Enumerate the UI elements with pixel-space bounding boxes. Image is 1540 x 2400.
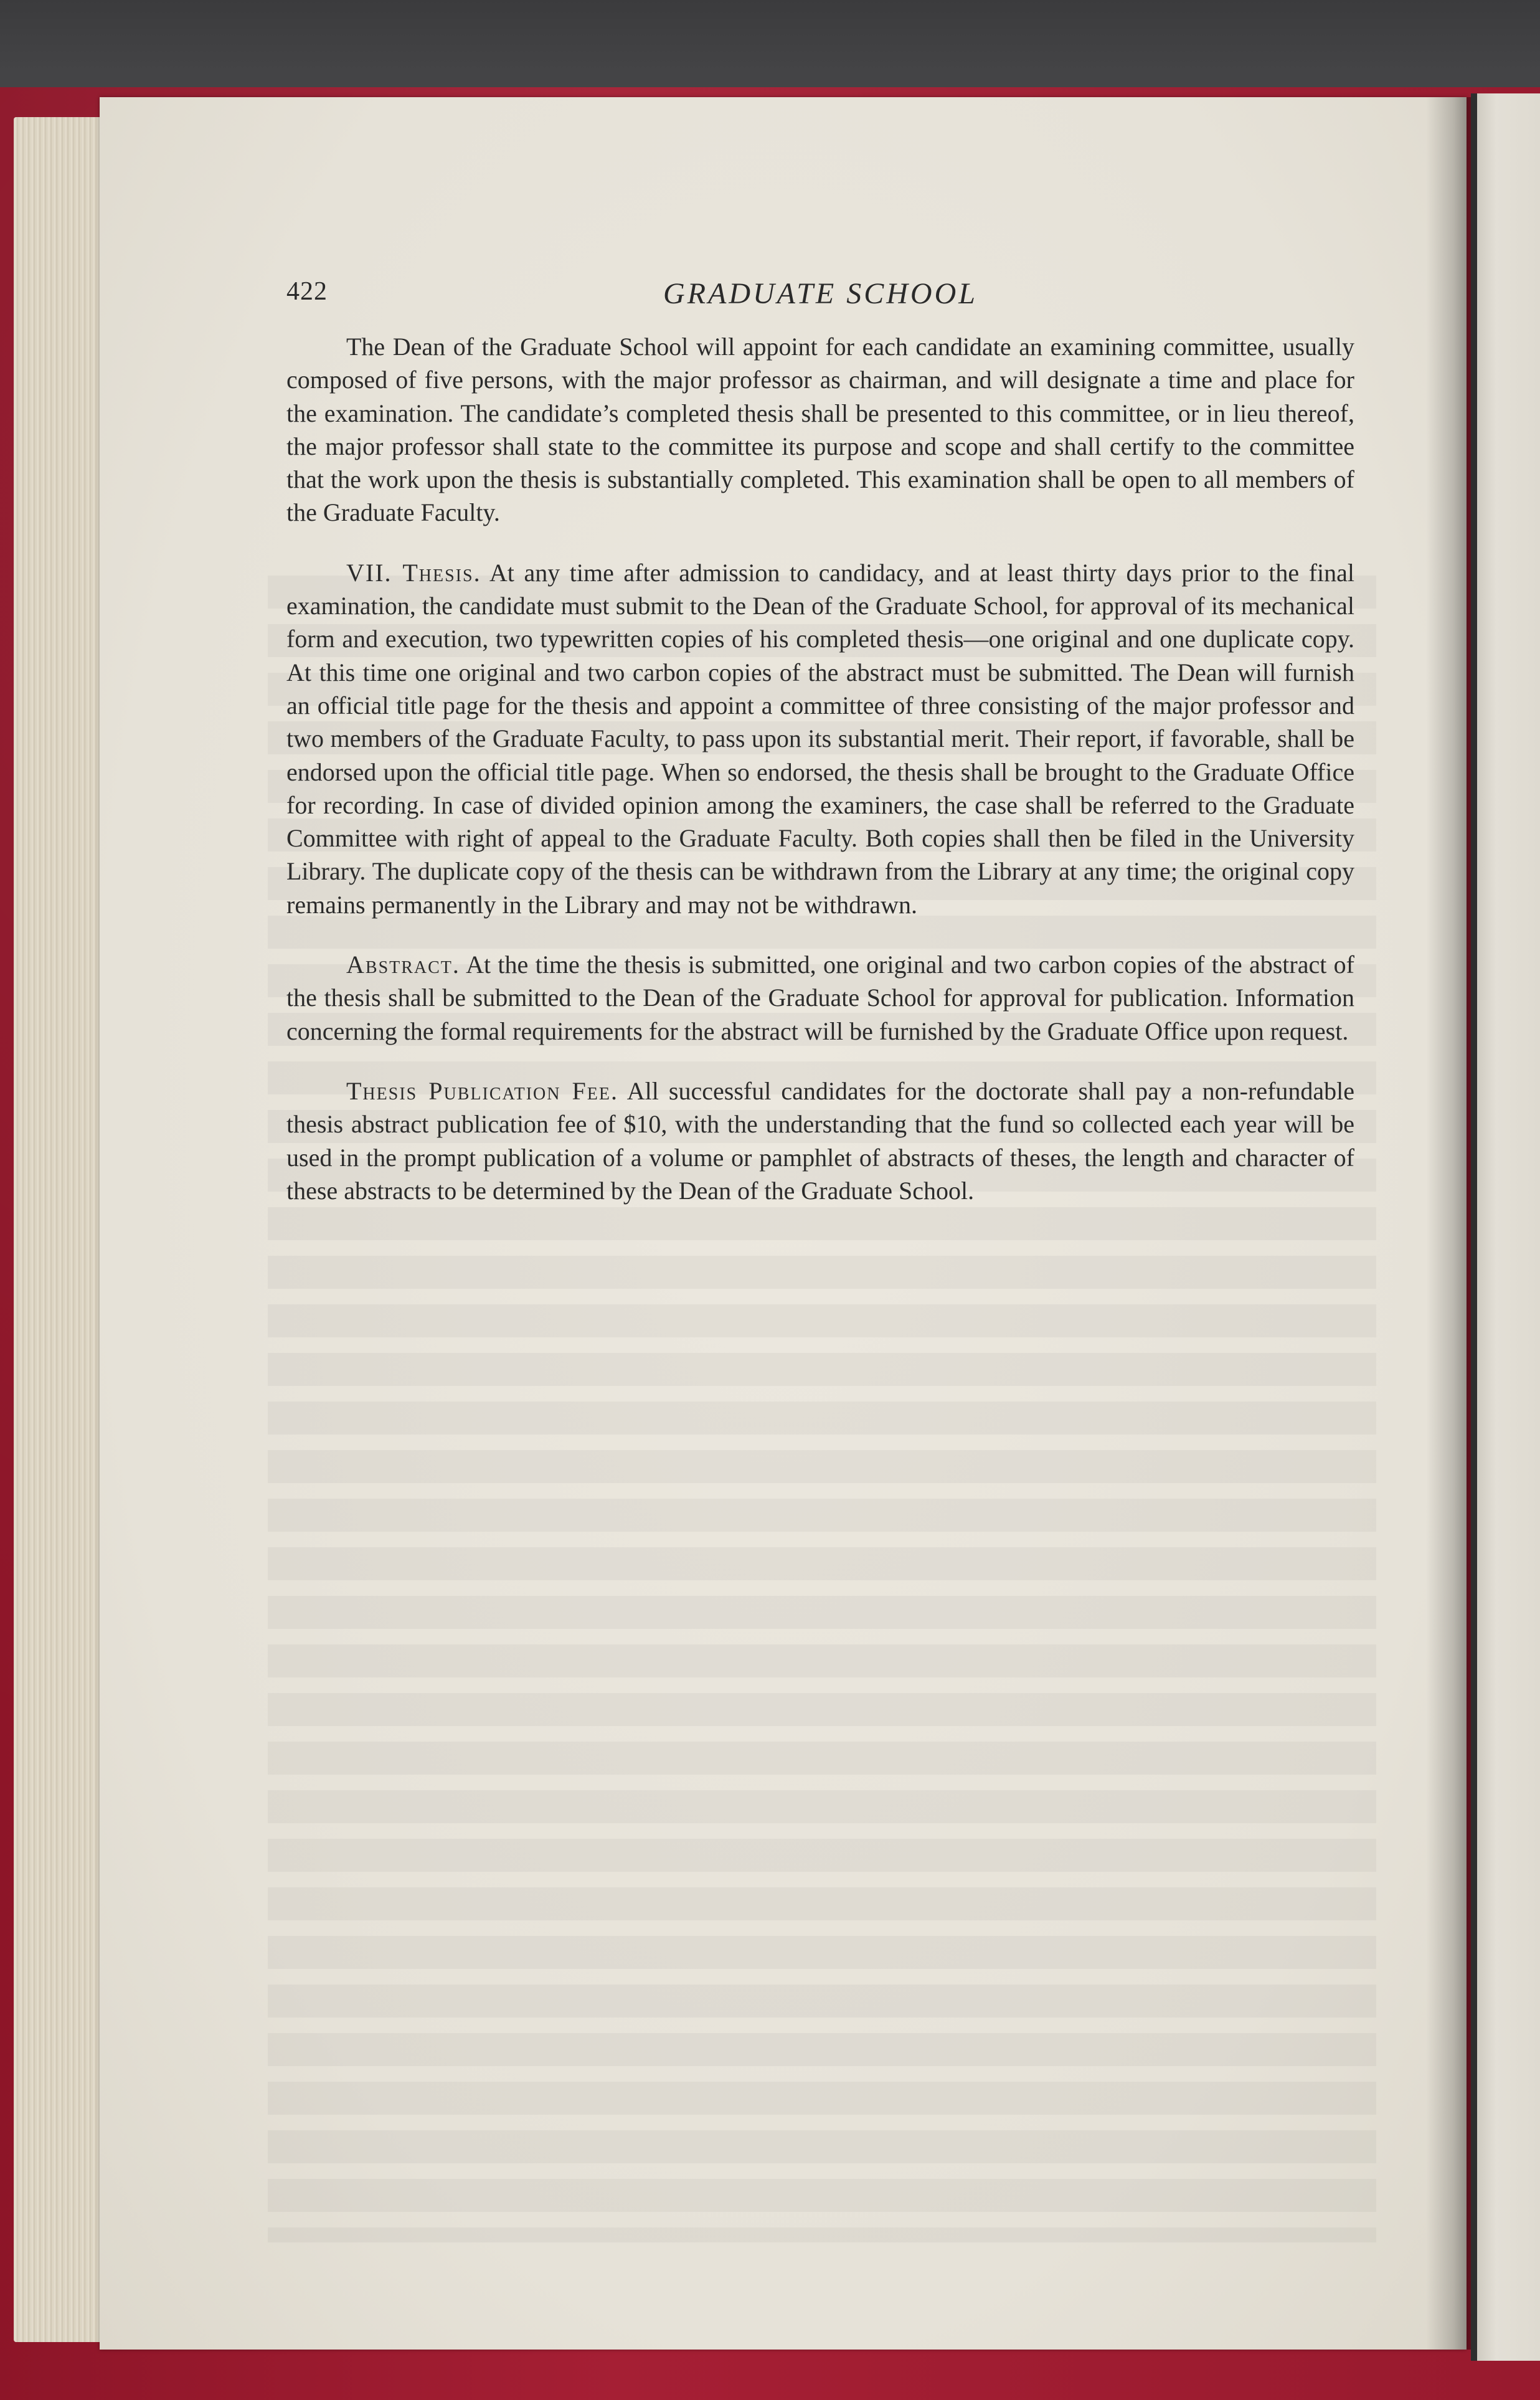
paragraph-thesis (286, 556, 1354, 921)
paragraph-text: All successful candidates for the doctorate shall pay a non-refundable thesis abstract publication fee of $10, with the understanding that the fund so collected each year will be used in the prompt publication of a volume or pamphlet of abstracts of theses, the length and character of these abstracts to be determined by the Dean of the Graduate School. (286, 1076, 1355, 1205)
body-text (286, 330, 1354, 1207)
paragraph-text: The Dean of the Graduate School will appoint for each candidate an examining committee, usually composed of five persons, with the major professor as chairman, and will designate a time and place for the examination. The candidate’s completed thesis shall be presented to this committee, or in lieu thereof, the major professor shall state to the committee its purpose and scope and shall certify to the committee that the work upon the thesis is substantially completed. This examination shall be open to all members of the Graduate Faculty. (286, 333, 1354, 527)
section-heading-publication-fee: Thesis Publication Fee. (346, 1076, 618, 1105)
paragraph-thesis-publication-fee (286, 1074, 1354, 1207)
page-gutter-shadow (1426, 97, 1476, 2350)
paragraph-text: At the time the thesis is submitted, one original and two carbon copies of the abstract of the thesis shall be submitted to the Dean of the Graduate School for approval for publication. Information concerning the formal requirements for the abstract will be furnished by the Graduate Office upon request. (286, 951, 1354, 1045)
book-spine (1471, 93, 1477, 2361)
facing-page-edge (1477, 93, 1540, 2361)
paragraph-text: At any time after admission to candidacy, and at least thirty days prior to the final examination, the candidate must submit to the Dean of the Graduate School, for approval of its mechanical form and execution, two typewritten copies of his completed thesis—one original and one duplicate copy. At this time one original and two carbon copies of the abstract must be submitted. The Dean will furnish an official title page for the thesis and appoint a committee of three consisting of the major professor and two members of the Graduate Faculty, to pass upon its substantial merit. Their report, if favorable, shall be endorsed upon the official title page. When so endorsed, the thesis shall be brought to the Graduate Office for recording. In case of divided opinion among the examiners, the case shall be referred to the Graduate Committee with right of appeal to the Graduate Faculty. Both copies shall then be filed in the University Library. The duplicate copy of the thesis can be withdrawn from the Library at any time; the original copy remains permanently in the Library and may not be withdrawn. (286, 558, 1355, 919)
paragraph-examining-committee (286, 330, 1354, 529)
page-edges (14, 117, 107, 2342)
section-heading-abstract: Abstract. (346, 951, 460, 979)
running-head (286, 277, 1354, 320)
paragraph-abstract (286, 948, 1354, 1048)
page-number: 422 (286, 277, 328, 306)
running-title: GRADUATE SCHOOL (663, 277, 978, 310)
section-heading-thesis: VII. Thesis. (346, 558, 481, 587)
